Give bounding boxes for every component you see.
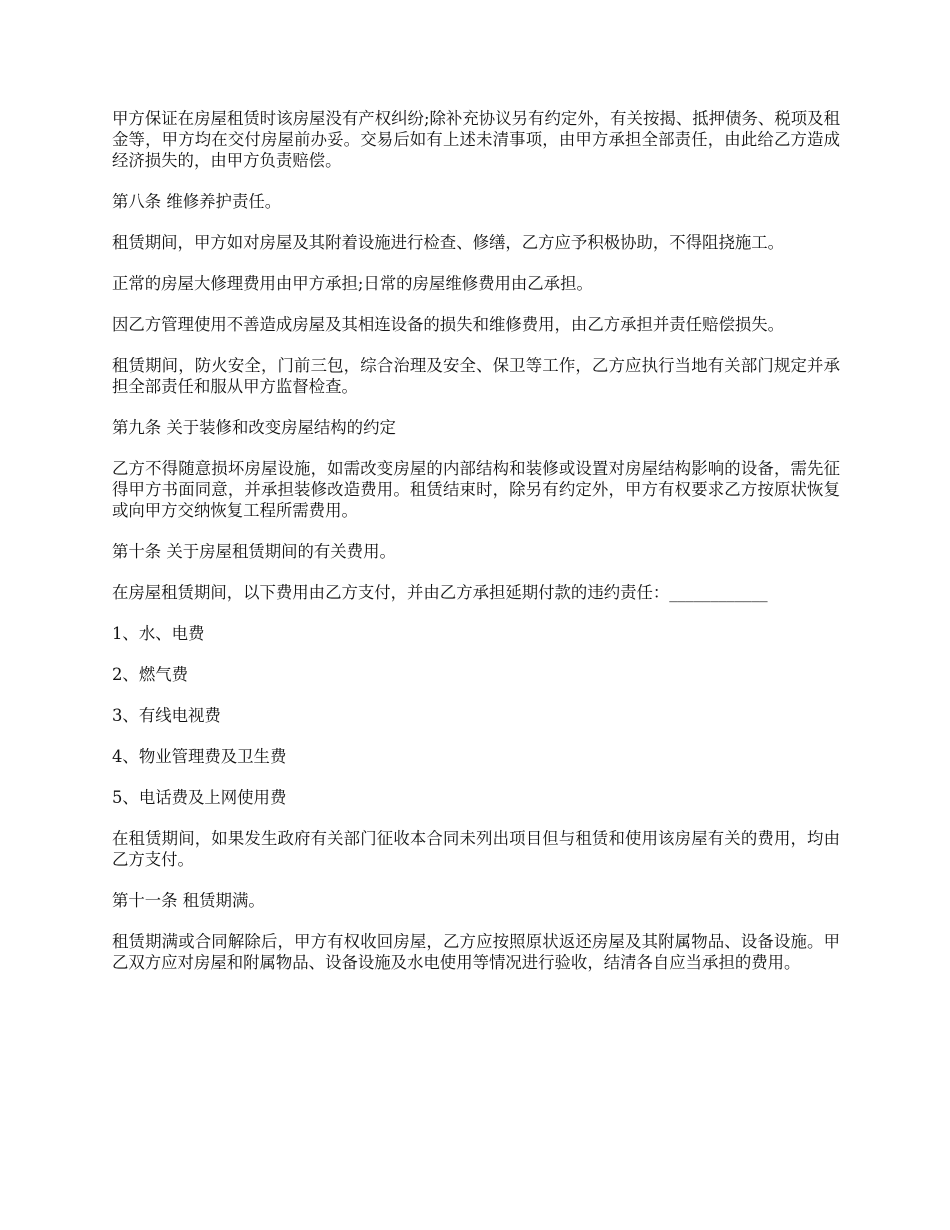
fee-item-5: 5、电话费及上网使用费 (112, 788, 287, 807)
fee-item-4: 4、物业管理费及卫生费 (112, 747, 287, 766)
paragraph-warranty: 甲方保证在房屋租赁时该房屋没有产权纠纷;除补充协议另有约定外，有关按揭、抵押债务、税项及租金等，甲方均在交付房屋前办妥。交易后如有上述未清事项，由甲方承担全部责任，由此给乙方造成经济损失的，由甲方负责赔偿。 (112, 109, 840, 170)
paragraph-lease-expiry: 租赁期满或合同解除后，甲方有权收回房屋，乙方应按照原状返还房屋及其附属物品、设备设施。甲乙双方应对房屋和附属物品、设备设施及水电使用等情况进行验收，结清各自应当承担的费用。 (112, 932, 840, 972)
article-9-heading: 第九条 关于装修和改变房屋结构的约定 (112, 418, 396, 437)
article-8-heading: 第八条 维修养护责任。 (112, 192, 282, 211)
article-10-heading: 第十条 关于房屋租赁期间的有关费用。 (112, 542, 396, 561)
paragraph-fire-safety: 租赁期间，防火安全，门前三包，综合治理及安全、保卫等工作，乙方应执行当地有关部门规定并承担全部责任和服从甲方监督检查。 (112, 356, 840, 396)
document-body (112, 108, 840, 993)
paragraph-damage-liability: 因乙方管理使用不善造成房屋及其相连设备的损失和维修费用，由乙方承担并责任赔偿损失。 (112, 315, 785, 334)
paragraph-renovation: 乙方不得随意损坏房屋设施，如需改变房屋的内部结构和装修或设置对房屋结构影响的设备，需先征得甲方书面同意，并承担装修改造费用。租赁结束时，除另有约定外，甲方有权要求乙方按原状恢复或向甲方交纳恢复工程所需费用。 (112, 459, 840, 520)
paragraph-inspection: 租赁期间，甲方如对房屋及其附着设施进行检查、修缮，乙方应予积极协助，不得阻挠施工。 (112, 233, 785, 252)
article-11-heading: 第十一条 租赁期满。 (112, 891, 265, 910)
fee-item-3: 3、有线电视费 (112, 706, 221, 725)
paragraph-government-fees: 在租赁期间，如果发生政府有关部门征收本合同未列出项目但与租赁和使用该房屋有关的费用，均由乙方支付。 (112, 829, 840, 869)
fee-item-1: 1、水、电费 (112, 624, 205, 643)
paragraph-repair-costs: 正常的房屋大修理费用由甲方承担;日常的房屋维修费用由乙承担。 (112, 274, 593, 293)
fee-item-2: 2、燃气费 (112, 665, 188, 684)
paragraph-fees-intro: 在房屋租赁期间，以下费用由乙方支付，并由乙方承担延期付款的违约责任：____________ (112, 583, 768, 602)
